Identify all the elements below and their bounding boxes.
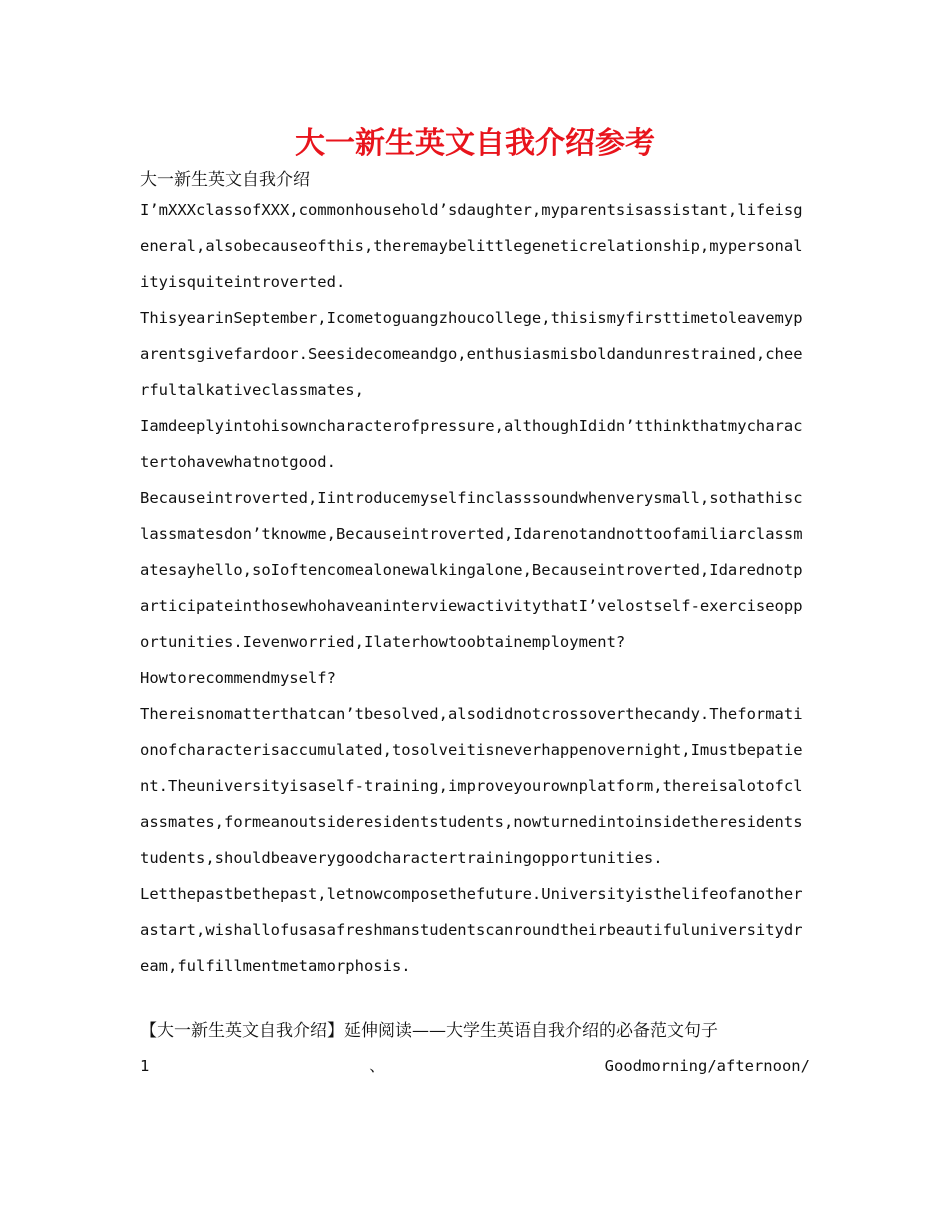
paragraph-6: Thereisnomatterthatcan’tbesolved,alsodidnotcrossoverthecandy.Theformationofcharacterisaccumulated,tosolveitisneverhappenovernight,Imustbepatient.Theuniversityisaself-training,improveyourownplatform,thereisalotofclassmates,formeanoutsideresidentstudents,nowturnedintoinsidetheresidentstudents,shouldbeaverygoodcharactertrainingopportunities. xyxy=(140,705,803,867)
list-item-line xyxy=(140,1050,810,1082)
paragraph-5: Howtorecommendmyself? xyxy=(140,669,336,687)
paragraph-7: Letthepastbethepast,letnowcomposethefuture.Universityisthelifeofanotherastart,wishallofusasafreshmanstudentscanroundtheirbeautifuluniversitydream,fulfillmentmetamorphosis. xyxy=(140,885,803,975)
paragraph-1: I’mXXXclassofXXX,commonhousehold’sdaughter,myparentsisassistant,lifeisgeneral,alsobecauseofthis,theremaybelittlegeneticrelationship,mypersonalityisquiteintroverted. xyxy=(140,201,803,291)
list-item-separator: 、 xyxy=(369,1057,385,1075)
document-title: 大一新生英文自我介绍参考 xyxy=(295,126,655,161)
list-item-number: 1 xyxy=(140,1057,150,1075)
list-item-text: Goodmorning/afternoon/ xyxy=(604,1057,810,1075)
paragraph-2: ThisyearinSeptember,Icometoguangzhoucollege,thisismyfirsttimetoleavemyparentsgivefardoor.Seesidecomeandgo,enthusiasmisboldandunrestrained,cheerfultalkativeclassmates, xyxy=(140,309,803,399)
document-subtitle: 大一新生英文自我介绍 xyxy=(140,170,310,190)
paragraph-3: Iamdeeplyintohisowncharacterofpressure,althoughIdidn’tthinkthatmycharactertohavewhatnotgood. xyxy=(140,417,803,471)
document-body xyxy=(140,192,810,984)
paragraph-4: Becauseintroverted,Iintroducemyselfinclasssoundwhenverysmall,sothathisclassmatesdon’tknowme,Becauseintroverted,Idarenotandnottoofamiliarclassmatesayhello,soIoftencomealonewalkingalone,Becauseintroverted,IdarednotparticipateinthosewhohaveaninterviewactivitythatI’velostself-exerciseopportunities.Ievenworried,Ilaterhowtoobtainemployment? xyxy=(140,489,803,651)
extended-reading-heading: 【大一新生英文自我介绍】延伸阅读——大学生英语自我介绍的必备范文句子 xyxy=(140,1021,718,1041)
